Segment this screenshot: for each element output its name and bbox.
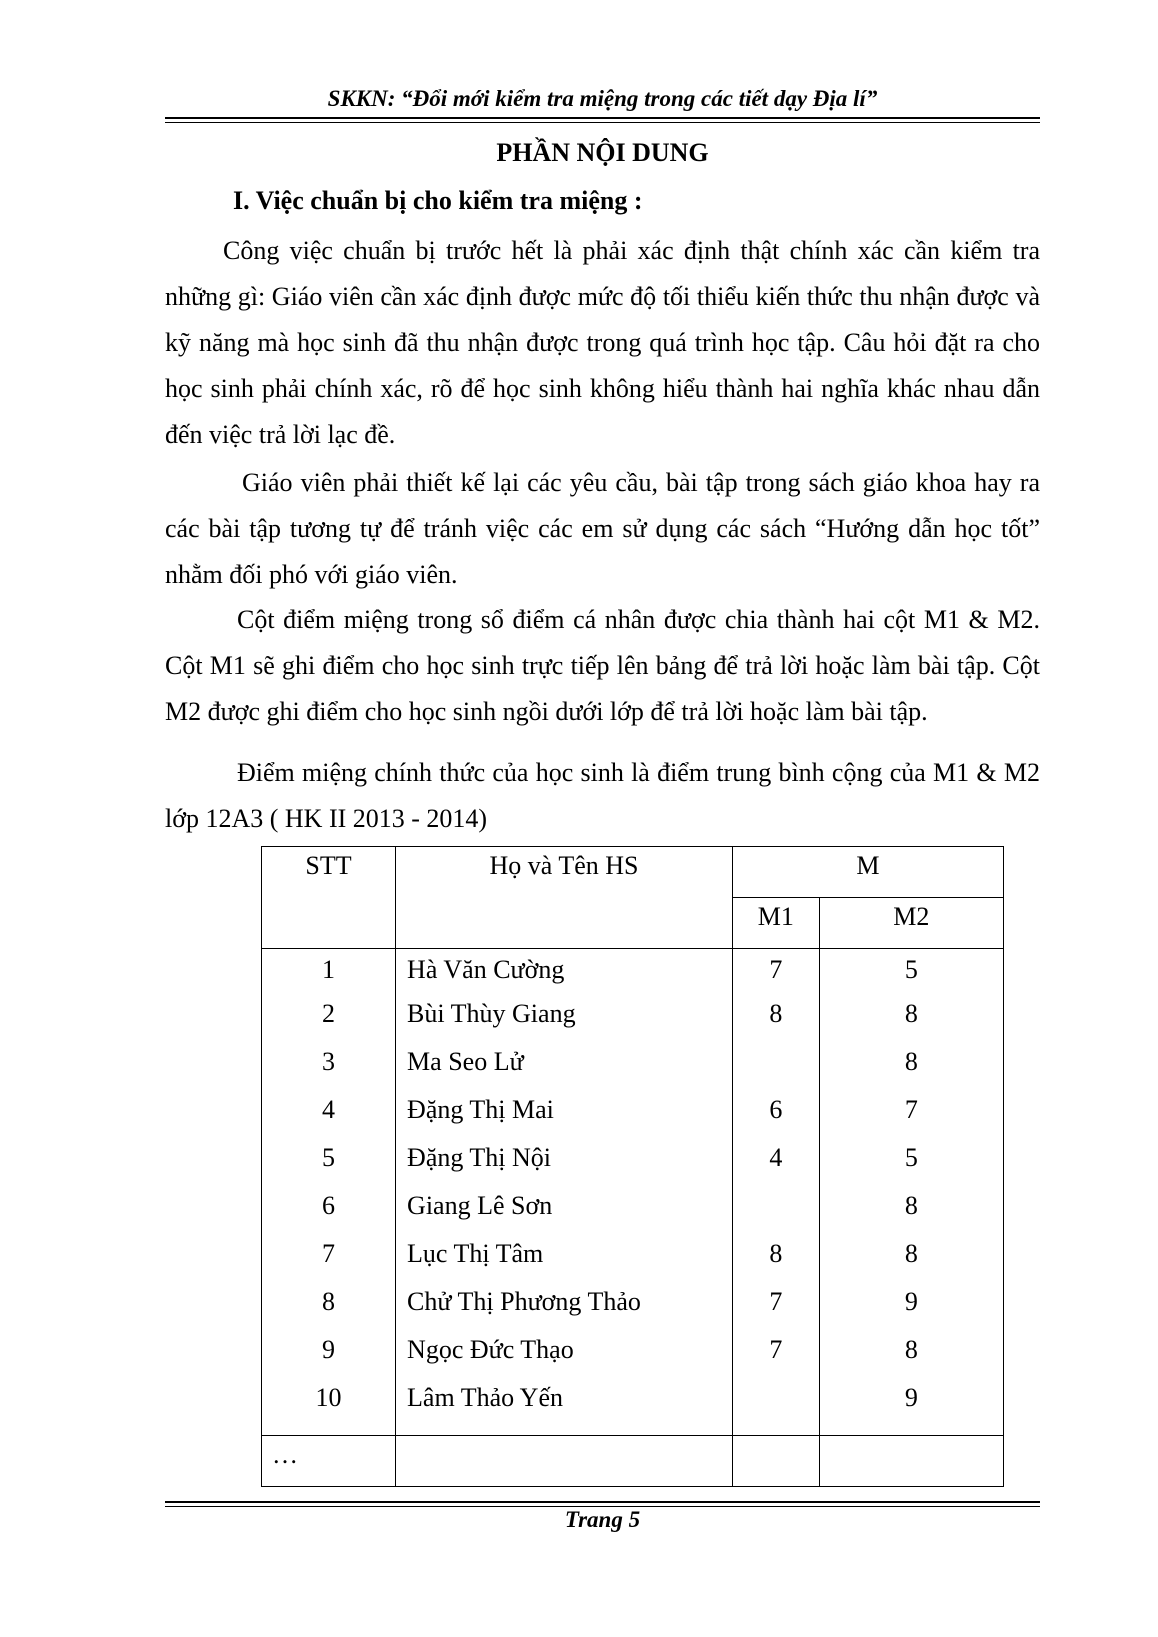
table-row bbox=[262, 1333, 1004, 1381]
table-row bbox=[262, 1189, 1004, 1237]
cell-name: Giang Lê Sơn bbox=[396, 1189, 733, 1237]
header-m1: M1 bbox=[732, 898, 819, 949]
table-row bbox=[262, 997, 1004, 1045]
cell-m1 bbox=[732, 1381, 819, 1436]
table-row bbox=[262, 1045, 1004, 1093]
cell-name: Chử Thị Phương Thảo bbox=[396, 1285, 733, 1333]
cell-name: Lâm Thảo Yến bbox=[396, 1381, 733, 1436]
table-row bbox=[262, 1237, 1004, 1285]
cell-m1: 4 bbox=[732, 1141, 819, 1189]
subsection-heading: I. Việc chuẩn bị cho kiểm tra miệng : bbox=[233, 186, 643, 215]
table-row bbox=[262, 949, 1004, 998]
cell-name: Hà Văn Cường bbox=[396, 949, 733, 998]
cell-stt: 9 bbox=[262, 1333, 396, 1381]
paragraph-2: Giáo viên phải thiết kế lại các yêu cầu, bài tập trong sách giáo khoa hay ra các bài tập tương tự để tránh việc các em sử dụng các sách “Hướng dẫn học tốt” nhằm đối phó với giáo viên. bbox=[165, 468, 1040, 589]
header-m2: M2 bbox=[819, 898, 1003, 949]
header-m-group: M bbox=[732, 847, 1003, 898]
cell-stt: 5 bbox=[262, 1141, 396, 1189]
cell-m1: 8 bbox=[732, 997, 819, 1045]
cell-stt: 8 bbox=[262, 1285, 396, 1333]
paragraph-3: Cột điểm miệng trong sổ điểm cá nhân được chia thành hai cột M1 & M2. Cột M1 sẽ ghi điểm cho học sinh trực tiếp lên bảng để trả lời hoặc làm bài tập. Cột M2 được ghi điểm cho học sinh ngồi dưới lớp để trả lời hoặc làm bài tập. bbox=[165, 605, 1040, 726]
paragraph-4: Điểm miệng chính thức của học sinh là điểm trung bình cộng của M1 & M2 lớp 12A3 ( HK II 2013 - 2014) bbox=[165, 758, 1040, 833]
cell-m2: 5 bbox=[819, 949, 1003, 998]
cell-m2: 5 bbox=[819, 1141, 1003, 1189]
cell-stt: 2 bbox=[262, 997, 396, 1045]
cell-name: Bùi Thùy Giang bbox=[396, 997, 733, 1045]
cell-m1 bbox=[732, 1045, 819, 1093]
cell-stt: 10 bbox=[262, 1381, 396, 1436]
cell-m2: 8 bbox=[819, 1333, 1003, 1381]
section-heading: PHẦN NỘI DUNG bbox=[496, 138, 709, 167]
cell-m1: 6 bbox=[732, 1093, 819, 1141]
header-stt: STT bbox=[262, 847, 396, 949]
cell-stt: 7 bbox=[262, 1237, 396, 1285]
table-row bbox=[262, 1093, 1004, 1141]
header-student-name: Họ và Tên HS bbox=[396, 847, 733, 949]
cell-m2: 8 bbox=[819, 997, 1003, 1045]
cell-m2: 8 bbox=[819, 1189, 1003, 1237]
cell-name: Ma Seo Lử bbox=[396, 1045, 733, 1093]
cell-m1 bbox=[732, 1189, 819, 1237]
cell-name: Đặng Thị Nội bbox=[396, 1141, 733, 1189]
cell-name: Lục Thị Tâm bbox=[396, 1237, 733, 1285]
cell-stt: 4 bbox=[262, 1093, 396, 1141]
cell-m1: 7 bbox=[732, 1285, 819, 1333]
cell-stt: 6 bbox=[262, 1189, 396, 1237]
scores-table bbox=[261, 846, 1004, 1487]
cell-stt: 3 bbox=[262, 1045, 396, 1093]
paragraph-1: Công việc chuẩn bị trước hết là phải xác định thật chính xác cần kiểm tra những gì: Giáo viên cần xác định được mức độ tối thiểu kiến thức thu nhận được và kỹ năng mà học sinh đã thu nhận được trong quá trình học tập. Câu hỏi đặt ra cho học sinh phải chính xác, rõ để học sinh không hiểu thành hai nghĩa khác nhau dẫn đến việc trả lời lạc đề. bbox=[165, 236, 1040, 449]
ellipsis-cell: … bbox=[262, 1436, 396, 1487]
table-row bbox=[262, 1381, 1004, 1436]
cell-m2: 7 bbox=[819, 1093, 1003, 1141]
empty-cell bbox=[396, 1436, 733, 1487]
empty-cell bbox=[732, 1436, 819, 1487]
header-divider bbox=[165, 117, 1040, 123]
table-row bbox=[262, 1141, 1004, 1189]
table-ellipsis-row bbox=[262, 1436, 1004, 1487]
document-header-title: SKKN: “Đổi mới kiểm tra miệng trong các tiết dạy Địa lí” bbox=[327, 86, 878, 111]
cell-stt: 1 bbox=[262, 949, 396, 998]
cell-m2: 8 bbox=[819, 1045, 1003, 1093]
cell-name: Ngọc Đức Thạo bbox=[396, 1333, 733, 1381]
cell-name: Đặng Thị Mai bbox=[396, 1093, 733, 1141]
table-header-row bbox=[262, 847, 1004, 898]
cell-m1: 8 bbox=[732, 1237, 819, 1285]
table-row bbox=[262, 1285, 1004, 1333]
cell-m1: 7 bbox=[732, 1333, 819, 1381]
cell-m2: 8 bbox=[819, 1237, 1003, 1285]
cell-m1: 7 bbox=[732, 949, 819, 998]
page-number: Trang 5 bbox=[564, 1507, 641, 1532]
empty-cell bbox=[819, 1436, 1003, 1487]
cell-m2: 9 bbox=[819, 1381, 1003, 1436]
cell-m2: 9 bbox=[819, 1285, 1003, 1333]
